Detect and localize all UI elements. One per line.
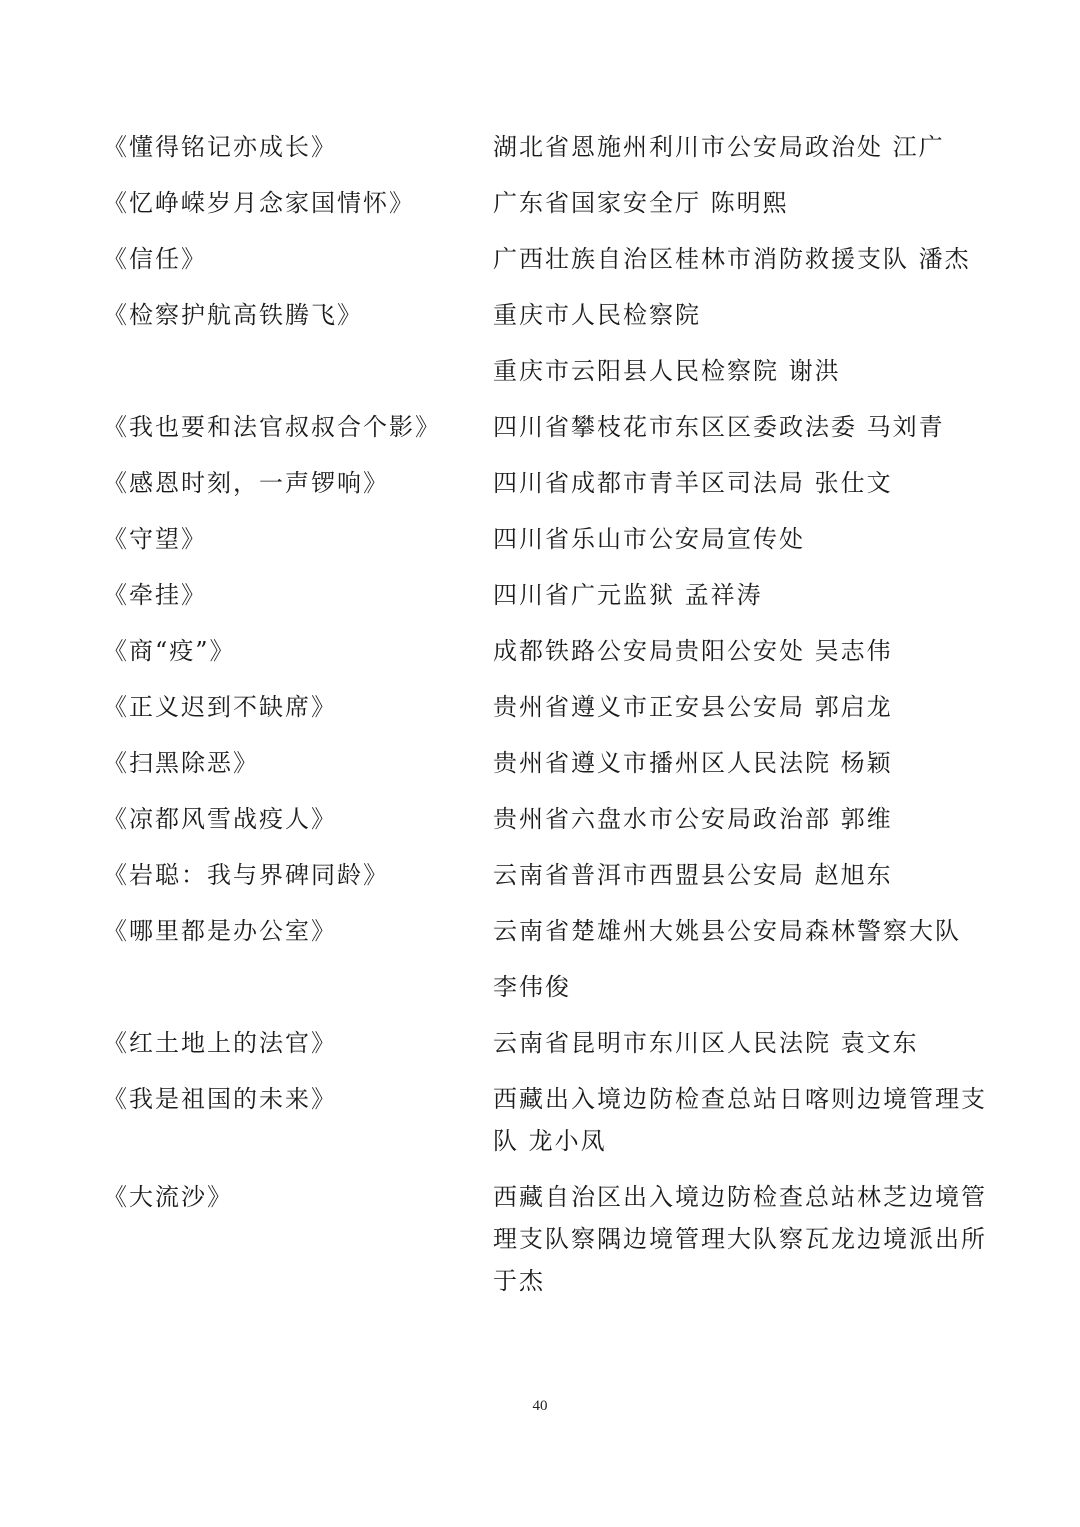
entry-title: 《懂得铭记亦成长》 — [103, 133, 337, 161]
entry-title: 《凉都风雪战疫人》 — [103, 805, 337, 833]
entry-row — [103, 126, 983, 182]
entry-title: 《红土地上的法官》 — [103, 1029, 337, 1057]
author-line: 四川省成都市青羊区司法局 张仕文 — [493, 469, 893, 497]
entry-authors — [493, 294, 977, 406]
author-line: 湖北省恩施州利川市公安局政治处 江广 — [493, 133, 945, 161]
entry-authors — [493, 1176, 987, 1316]
entry-authors — [493, 182, 977, 238]
entry-authors — [493, 126, 977, 182]
author-line: 李伟俊 — [493, 973, 571, 1001]
entry-row — [103, 742, 983, 798]
entry-authors — [493, 798, 977, 854]
author-line: 于杰 — [493, 1267, 545, 1295]
entry-authors — [493, 686, 977, 742]
entry-authors — [493, 1022, 977, 1078]
author-line: 四川省广元监狱 孟祥涛 — [493, 581, 763, 609]
entry-authors — [493, 910, 977, 1022]
entry-row — [103, 910, 983, 1022]
entry-title: 《感恩时刻，一声锣响》 — [103, 469, 389, 497]
entry-authors — [493, 462, 977, 518]
author-line: 四川省乐山市公安局宣传处 — [493, 525, 805, 553]
author-line: 广东省国家安全厅 陈明熙 — [493, 189, 789, 217]
entry-authors — [493, 1078, 987, 1176]
entry-row — [103, 1078, 987, 1176]
entry-authors — [493, 574, 977, 630]
author-line: 贵州省遵义市正安县公安局 郭启龙 — [493, 693, 893, 721]
entry-row — [103, 686, 983, 742]
entry-row — [103, 294, 983, 406]
entry-title: 《守望》 — [103, 525, 207, 553]
entry-authors — [493, 518, 977, 574]
entry-title: 《忆峥嵘岁月念家国情怀》 — [103, 189, 415, 217]
author-line: 理支队察隅边境管理大队察瓦龙边境派出所 — [493, 1225, 987, 1253]
entry-title: 《牵挂》 — [103, 581, 207, 609]
author-line: 西藏自治区出入境边防检查总站林芝边境管 — [493, 1183, 987, 1211]
entry-authors — [493, 854, 977, 910]
entry-title: 《哪里都是办公室》 — [103, 917, 337, 945]
entry-title: 《信任》 — [103, 245, 207, 273]
author-line: 云南省楚雄州大姚县公安局森林警察大队 — [493, 917, 961, 945]
author-line: 成都铁路公安局贵阳公安处 吴志伟 — [493, 637, 893, 665]
entry-row — [103, 574, 983, 630]
entry-row — [103, 1176, 987, 1316]
entry-title: 《大流沙》 — [103, 1183, 233, 1211]
entry-row — [103, 854, 983, 910]
entry-authors — [493, 238, 977, 294]
author-line: 重庆市云阳县人民检察院 谢洪 — [493, 357, 841, 385]
entry-list — [103, 126, 987, 1316]
entry-authors — [493, 630, 977, 686]
entry-title: 《检察护航高铁腾飞》 — [103, 301, 363, 329]
author-line: 云南省普洱市西盟县公安局 赵旭东 — [493, 861, 893, 889]
entry-title: 《岩聪：我与界碑同龄》 — [103, 861, 389, 889]
entry-authors — [493, 406, 977, 462]
entry-row — [103, 406, 983, 462]
author-line: 贵州省遵义市播州区人民法院 杨颖 — [493, 749, 893, 777]
entry-title: 《商“疫”》 — [103, 637, 236, 665]
page-number: 40 — [532, 1398, 548, 1414]
entry-row — [103, 1022, 983, 1078]
author-line: 广西壮族自治区桂林市消防救援支队 潘杰 — [493, 245, 971, 273]
entry-title: 《正义迟到不缺席》 — [103, 693, 337, 721]
entry-row — [103, 462, 983, 518]
author-line: 云南省昆明市东川区人民法院 袁文东 — [493, 1029, 919, 1057]
author-line: 西藏出入境边防检查总站日喀则边境管理支 — [493, 1085, 987, 1113]
entry-row — [103, 630, 983, 686]
entry-row — [103, 238, 983, 294]
entry-row — [103, 798, 983, 854]
entry-title: 《我也要和法官叔叔合个影》 — [103, 413, 441, 441]
entry-title: 《我是祖国的未来》 — [103, 1085, 337, 1113]
entry-row — [103, 182, 983, 238]
entry-authors — [493, 742, 977, 798]
entry-row — [103, 518, 983, 574]
author-line: 队 龙小凤 — [493, 1127, 607, 1155]
author-line: 贵州省六盘水市公安局政治部 郭维 — [493, 805, 893, 833]
author-line: 四川省攀枝花市东区区委政法委 马刘青 — [493, 413, 945, 441]
author-line: 重庆市人民检察院 — [493, 301, 701, 329]
entry-title: 《扫黑除恶》 — [103, 749, 259, 777]
